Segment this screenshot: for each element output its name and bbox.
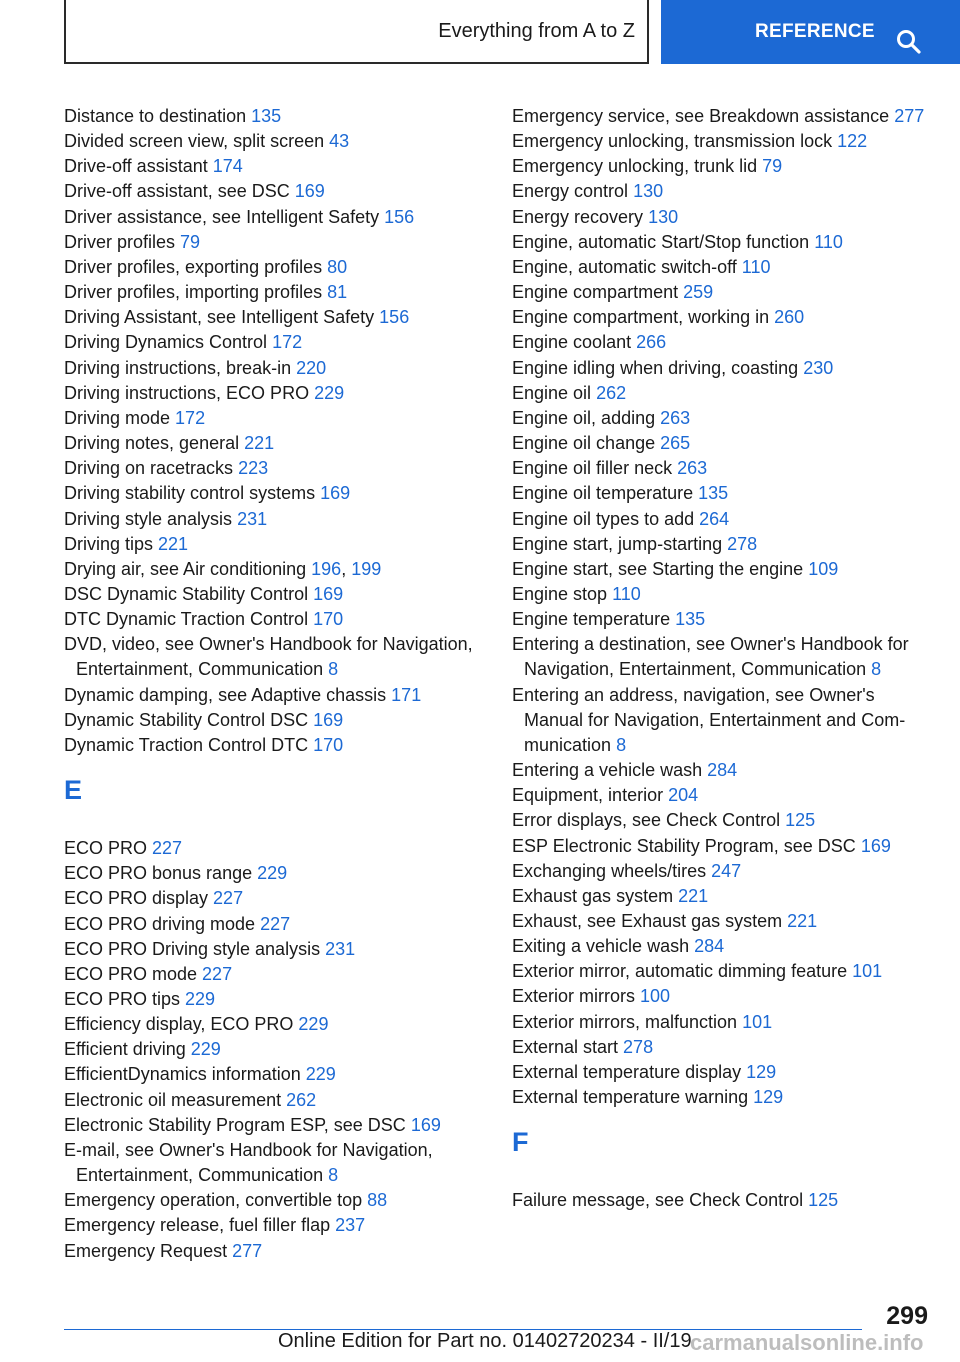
page-link[interactable]: 172 bbox=[272, 332, 303, 353]
index-entry bbox=[64, 1037, 484, 1062]
page-link[interactable]: 277 bbox=[232, 1240, 263, 1261]
index-entry bbox=[512, 406, 932, 431]
page-link[interactable]: 204 bbox=[668, 785, 699, 806]
page-link[interactable]: 278 bbox=[727, 533, 758, 554]
page-link[interactable]: 79 bbox=[180, 231, 201, 252]
index-entry-text: Equipment, interior bbox=[512, 785, 669, 806]
index-entry-text: Dynamic Stability Control DSC bbox=[64, 709, 314, 730]
index-entry-text: Exiting a vehicle wash bbox=[512, 936, 695, 957]
index-entry bbox=[64, 861, 484, 886]
page-link[interactable]: 221 bbox=[244, 433, 275, 454]
page-link[interactable]: 171 bbox=[391, 684, 422, 705]
index-entry-text: Driving Assistant, see Intelligent Safety bbox=[64, 307, 380, 328]
index-entry bbox=[512, 456, 932, 481]
index-entry bbox=[512, 179, 932, 204]
index-entry bbox=[64, 1239, 484, 1264]
page-link[interactable]: 223 bbox=[238, 458, 269, 479]
index-entry bbox=[64, 507, 484, 532]
index-entry-text: Entering an address, navigation, see Owner's Manual for Navigation, Entertainment and Communication bbox=[512, 684, 906, 755]
index-entry bbox=[512, 330, 932, 355]
index-entry bbox=[512, 934, 932, 959]
index-entry bbox=[512, 884, 932, 909]
index-letter-heading: F bbox=[512, 1127, 529, 1158]
index-entry-text: Engine start, jump-starting bbox=[512, 533, 728, 554]
page-link[interactable]: 170 bbox=[313, 609, 344, 630]
page-link[interactable]: 125 bbox=[808, 1190, 839, 1211]
index-entry-text: External temperature warning bbox=[512, 1087, 754, 1108]
index-entry-text: External start bbox=[512, 1036, 624, 1057]
index-column-left bbox=[64, 104, 484, 1264]
page-link[interactable]: 172 bbox=[175, 407, 206, 428]
index-entry-text: Entering a destination, see Owner's Handbook for Navigation, Entertainment, Communication bbox=[512, 634, 909, 680]
page-link[interactable]: 135 bbox=[675, 609, 706, 630]
reference-tab[interactable] bbox=[661, 0, 960, 64]
index-entry bbox=[64, 356, 484, 381]
index-entry-text: Engine oil filler neck bbox=[512, 458, 678, 479]
page-link[interactable]: 229 bbox=[257, 863, 288, 884]
index-entry bbox=[64, 179, 484, 204]
index-entry bbox=[64, 532, 484, 557]
page-link[interactable]: 135 bbox=[251, 106, 282, 126]
index-entry-text: Dynamic damping, see Adaptive chassis bbox=[64, 684, 392, 705]
page-link[interactable]: 220 bbox=[296, 357, 327, 378]
index-entry-text: E-mail, see Owner's Handbook for Navigation, Entertainment, Communication bbox=[64, 1139, 433, 1186]
index-entry bbox=[512, 1010, 932, 1035]
page-link[interactable]: 229 bbox=[185, 989, 216, 1009]
index-entry bbox=[512, 381, 932, 406]
index-entry bbox=[512, 129, 932, 154]
page-link[interactable]: 237 bbox=[335, 1215, 366, 1236]
index-entry-text: Error displays, see Check Control bbox=[512, 810, 786, 831]
index-entry bbox=[512, 104, 932, 129]
page-link[interactable]: 8 bbox=[328, 659, 339, 680]
index-entry-text: Engine oil temperature bbox=[512, 483, 699, 504]
index-entry bbox=[64, 381, 484, 406]
page-link[interactable]: 229 bbox=[298, 1014, 329, 1035]
page-link[interactable]: 110 bbox=[612, 583, 641, 604]
index-entry-text: Driving instructions, break-in bbox=[64, 357, 297, 378]
index-entry bbox=[64, 330, 484, 355]
index-entry-text: ECO PRO tips bbox=[64, 989, 186, 1009]
index-entry-text: ESP Electronic Stability Program, see DSC bbox=[512, 835, 861, 856]
index-entry bbox=[512, 808, 932, 833]
page-link[interactable]: 284 bbox=[694, 936, 725, 957]
index-entry-text: Driving instructions, ECO PRO bbox=[64, 382, 315, 403]
index-entry bbox=[512, 532, 932, 557]
index-entry-text: Exterior mirrors bbox=[512, 986, 641, 1007]
index-entry-text: Driver profiles bbox=[64, 231, 181, 252]
page-link[interactable]: 109 bbox=[808, 558, 839, 579]
index-letter-heading: E bbox=[64, 775, 83, 806]
index-entry-text: Emergency release, fuel filler flap bbox=[64, 1215, 336, 1236]
page-link[interactable]: 227 bbox=[260, 913, 291, 934]
index-entry bbox=[512, 280, 932, 305]
index-entry-text: Divided screen view, split screen bbox=[64, 131, 330, 152]
index-entry-text: Energy recovery bbox=[512, 206, 649, 227]
index-entry bbox=[512, 1060, 932, 1085]
index-entry-text: Driving on racetracks bbox=[64, 458, 239, 479]
page-link[interactable]: 8 bbox=[871, 659, 882, 680]
index-entry bbox=[64, 205, 484, 230]
index-entry-text: Distance to destination bbox=[64, 106, 252, 126]
index-entry bbox=[512, 783, 932, 808]
index-entry bbox=[512, 834, 932, 859]
index-entry-text: External temperature display bbox=[512, 1061, 747, 1082]
page-link[interactable]: 100 bbox=[640, 986, 671, 1007]
index-entry-text: Driving stability control systems bbox=[64, 483, 321, 504]
page-link[interactable]: 156 bbox=[384, 206, 415, 227]
section-header bbox=[64, 0, 649, 64]
index-entry-text: Engine oil bbox=[512, 382, 597, 403]
index-entry-text: Engine oil, adding bbox=[512, 407, 661, 428]
index-entry-text: ECO PRO bbox=[64, 838, 153, 859]
index-entry bbox=[64, 836, 484, 861]
index-entry bbox=[512, 356, 932, 381]
page-link[interactable]: 221 bbox=[678, 885, 709, 906]
index-entry bbox=[512, 507, 932, 532]
page-link[interactable]: 174 bbox=[212, 156, 243, 177]
index-entry bbox=[64, 1088, 484, 1113]
index-entry bbox=[512, 431, 932, 456]
index-entry bbox=[64, 962, 484, 987]
page-link[interactable]: 231 bbox=[325, 938, 356, 959]
index-entry bbox=[64, 456, 484, 481]
page-link[interactable]: 260 bbox=[774, 307, 805, 328]
page-link[interactable]: 122 bbox=[837, 131, 868, 152]
index-entry bbox=[64, 987, 484, 1012]
reference-tab-label: REFERENCE bbox=[755, 21, 875, 42]
page-link[interactable]: 130 bbox=[633, 181, 664, 202]
index-entry bbox=[64, 481, 484, 506]
page-link[interactable]: 156 bbox=[379, 307, 410, 328]
page-link[interactable]: 221 bbox=[787, 911, 818, 931]
index-entry bbox=[512, 205, 932, 230]
index-entry bbox=[64, 129, 484, 154]
index-entry: Drying air, see Air conditioning 196, 199 bbox=[64, 558, 382, 579]
index-entry bbox=[64, 255, 484, 280]
index-entry bbox=[64, 1188, 484, 1213]
index-entry bbox=[512, 909, 932, 934]
index-entry bbox=[512, 959, 932, 984]
index-entry-text: Drive-off assistant, see DSC bbox=[64, 181, 295, 202]
page-link[interactable]: 101 bbox=[852, 961, 883, 982]
index-entry-text: Engine stop bbox=[512, 583, 613, 604]
index-entry-text: Exterior mirror, automatic dimming feature bbox=[512, 961, 853, 982]
index-entry-text: DTC Dynamic Traction Control bbox=[64, 609, 314, 630]
page-link[interactable]: 88 bbox=[367, 1190, 388, 1211]
index-entry-text: Emergency operation, convertible top bbox=[64, 1190, 368, 1211]
index-entry-text: ECO PRO display bbox=[64, 888, 214, 909]
index-entry bbox=[64, 683, 484, 708]
index-entry-text: Failure message, see Check Control bbox=[512, 1190, 809, 1211]
index-entry-text: Efficient driving bbox=[64, 1039, 191, 1060]
index-entry-text: Engine oil change bbox=[512, 433, 661, 454]
index-entry-text: Engine compartment bbox=[512, 282, 684, 303]
index-column-right bbox=[512, 104, 932, 1213]
page-link[interactable]: 169 bbox=[320, 483, 351, 504]
index-entry-text: Exhaust gas system bbox=[512, 885, 679, 906]
page-link[interactable]: 81 bbox=[327, 282, 348, 303]
index-entry-text: Efficiency display, ECO PRO bbox=[64, 1014, 299, 1035]
index-entry bbox=[64, 886, 484, 911]
index-entry bbox=[64, 912, 484, 937]
page-link[interactable]: 227 bbox=[202, 963, 233, 984]
page-link[interactable]: 231 bbox=[237, 508, 268, 529]
index-entry-text: Energy control bbox=[512, 181, 634, 202]
index-entry bbox=[64, 230, 484, 255]
index-entry-text: Engine, automatic Start/Stop function bbox=[512, 231, 815, 252]
index-entry bbox=[64, 733, 484, 758]
index-entry-text: DVD, video, see Owner's Handbook for Navigation, Entertainment, Communication bbox=[64, 634, 473, 680]
index-entry bbox=[64, 1062, 484, 1087]
page-link[interactable]: 229 bbox=[190, 1039, 221, 1060]
watermark: carmanualsonline.info bbox=[690, 1330, 924, 1355]
index-entry-text: Emergency unlocking, trunk lid bbox=[512, 156, 763, 177]
index-entry bbox=[64, 154, 484, 179]
page-link[interactable]: 125 bbox=[785, 810, 816, 831]
index-entry bbox=[512, 607, 932, 632]
index-entry-text: Drying air, see Air conditioning bbox=[64, 558, 312, 579]
index-entry-text: Exchanging wheels/tires bbox=[512, 860, 712, 881]
index-entry-text: Drive-off assistant bbox=[64, 156, 213, 177]
index-entry bbox=[512, 557, 932, 582]
index-entry-text: Emergency Request bbox=[64, 1240, 233, 1261]
index-entry-text: Emergency service, see Breakdown assistance bbox=[512, 106, 895, 126]
index-entry bbox=[64, 1213, 484, 1238]
index-entry bbox=[512, 1035, 932, 1060]
index-entry-text: Engine coolant bbox=[512, 332, 637, 353]
page-link[interactable]: 229 bbox=[314, 382, 345, 403]
index-entry-text: Driving Dynamics Control bbox=[64, 332, 273, 353]
index-entry-text: Engine, automatic switch-off bbox=[512, 256, 742, 277]
page-link[interactable]: 247 bbox=[711, 860, 742, 881]
index-entry bbox=[512, 582, 932, 607]
index-entry-text: Emergency unlocking, transmission lock bbox=[512, 131, 838, 152]
index-entry-text: Driving mode bbox=[64, 407, 176, 428]
page-link[interactable]: 169 bbox=[410, 1114, 441, 1135]
index-entry-text: ECO PRO bonus range bbox=[64, 863, 258, 884]
index-entry-text: EfficientDynamics information bbox=[64, 1064, 306, 1085]
page-link[interactable]: 110 bbox=[741, 256, 771, 277]
index-entry-text: Driving style analysis bbox=[64, 508, 238, 529]
index-entry-text: Engine oil types to add bbox=[512, 508, 700, 529]
index-entry bbox=[64, 632, 484, 682]
index-entry-text: Engine temperature bbox=[512, 609, 676, 630]
page-link[interactable]: 284 bbox=[707, 760, 738, 781]
index-entry bbox=[64, 104, 484, 129]
page-link[interactable]: 8 bbox=[616, 734, 627, 755]
index-entry bbox=[64, 1113, 484, 1138]
page-link[interactable]: 169 bbox=[313, 709, 344, 730]
edition-footer: Online Edition for Part no. 01402720234 - II/19 bbox=[278, 1330, 692, 1352]
index-entry-text: Driving notes, general bbox=[64, 433, 245, 454]
index-entry-text: Exterior mirrors, malfunction bbox=[512, 1011, 743, 1032]
page-link[interactable]: 43 bbox=[329, 131, 350, 152]
index-entry bbox=[512, 255, 932, 280]
index-entry bbox=[512, 154, 932, 179]
index-entry bbox=[512, 632, 932, 682]
search-icon[interactable] bbox=[896, 29, 922, 55]
index-entry bbox=[512, 683, 932, 758]
index-entry-text: Exhaust, see Exhaust gas system bbox=[512, 911, 788, 931]
page-link[interactable]: 101 bbox=[742, 1011, 773, 1032]
page-link[interactable]: 265 bbox=[660, 433, 691, 454]
page-link[interactable]: 129 bbox=[746, 1061, 777, 1082]
page-link[interactable]: 263 bbox=[677, 458, 708, 479]
page-link[interactable]: 227 bbox=[213, 888, 244, 909]
index-entry bbox=[512, 859, 932, 884]
page-link[interactable]: 169 bbox=[313, 583, 344, 604]
page-link[interactable]: 262 bbox=[596, 382, 627, 403]
page-link[interactable]: 262 bbox=[286, 1089, 317, 1110]
index-entry-text: Driver profiles, importing profiles bbox=[64, 282, 328, 303]
page-link[interactable]: 169 bbox=[860, 835, 891, 856]
index-entry bbox=[64, 280, 484, 305]
index-entry bbox=[64, 607, 484, 632]
index-entry bbox=[512, 1085, 932, 1110]
page-link[interactable]: 8 bbox=[328, 1165, 339, 1186]
index-entry bbox=[512, 984, 932, 1009]
index-entry-text: Entering a vehicle wash bbox=[512, 760, 708, 781]
page-link[interactable]: 135 bbox=[698, 483, 729, 504]
page-link[interactable]: 259 bbox=[683, 282, 714, 303]
index-entry-text: Driver assistance, see Intelligent Safety bbox=[64, 206, 385, 227]
index-entry bbox=[512, 481, 932, 506]
page-link[interactable]: 130 bbox=[648, 206, 679, 227]
page-link[interactable]: 196 bbox=[311, 558, 342, 579]
index-entry-text: Engine start, see Starting the engine bbox=[512, 558, 809, 579]
index-entry bbox=[64, 406, 484, 431]
index-entry bbox=[512, 230, 932, 255]
page-link[interactable]: 79 bbox=[762, 156, 783, 177]
index-entry bbox=[64, 708, 484, 733]
page-link[interactable]: 278 bbox=[623, 1036, 654, 1057]
page-link[interactable]: 266 bbox=[636, 332, 667, 353]
page-link[interactable]: 129 bbox=[753, 1087, 784, 1108]
index-entry bbox=[64, 305, 484, 330]
index-entry-text: DSC Dynamic Stability Control bbox=[64, 583, 314, 604]
index-entry bbox=[512, 758, 932, 783]
index-entry-text: ECO PRO driving mode bbox=[64, 913, 261, 934]
index-entry bbox=[64, 937, 484, 962]
index-entry-text: Driver profiles, exporting profiles bbox=[64, 256, 328, 277]
page-link[interactable]: 170 bbox=[313, 734, 344, 755]
page-number: 299 bbox=[886, 1302, 928, 1330]
page-link[interactable]: 227 bbox=[152, 838, 183, 859]
index-entry bbox=[512, 305, 932, 330]
index-entry-text: Engine compartment, working in bbox=[512, 307, 775, 328]
index-entry bbox=[64, 582, 484, 607]
page-link[interactable]: 80 bbox=[327, 256, 348, 277]
page-link[interactable]: 229 bbox=[305, 1064, 336, 1085]
index-entry bbox=[512, 1188, 932, 1213]
section-title: Everything from A to Z bbox=[438, 19, 635, 42]
page-link[interactable]: 263 bbox=[660, 407, 691, 428]
index-entry-text: Driving tips bbox=[64, 533, 159, 554]
index-entry bbox=[64, 1012, 484, 1037]
page-link[interactable]: 277 bbox=[894, 106, 925, 126]
index-entry-text: Dynamic Traction Control DTC bbox=[64, 734, 314, 755]
page-link[interactable]: 199 bbox=[351, 558, 382, 579]
page-link[interactable]: 110 bbox=[814, 231, 843, 252]
page-link[interactable]: 221 bbox=[158, 533, 189, 554]
index-entry-text: Engine idling when driving, coasting bbox=[512, 357, 804, 378]
index-entry-text: Electronic oil measurement bbox=[64, 1089, 287, 1110]
index-entry-text: Electronic Stability Program ESP, see DSC bbox=[64, 1114, 411, 1135]
page-link[interactable]: 169 bbox=[294, 181, 325, 202]
index-entry-text: ECO PRO Driving style analysis bbox=[64, 938, 326, 959]
index-entry-text: ECO PRO mode bbox=[64, 963, 203, 984]
index-entry bbox=[64, 431, 484, 456]
page-link[interactable]: 230 bbox=[803, 357, 834, 378]
page-link[interactable]: 264 bbox=[699, 508, 730, 529]
index-entry bbox=[64, 1138, 484, 1188]
